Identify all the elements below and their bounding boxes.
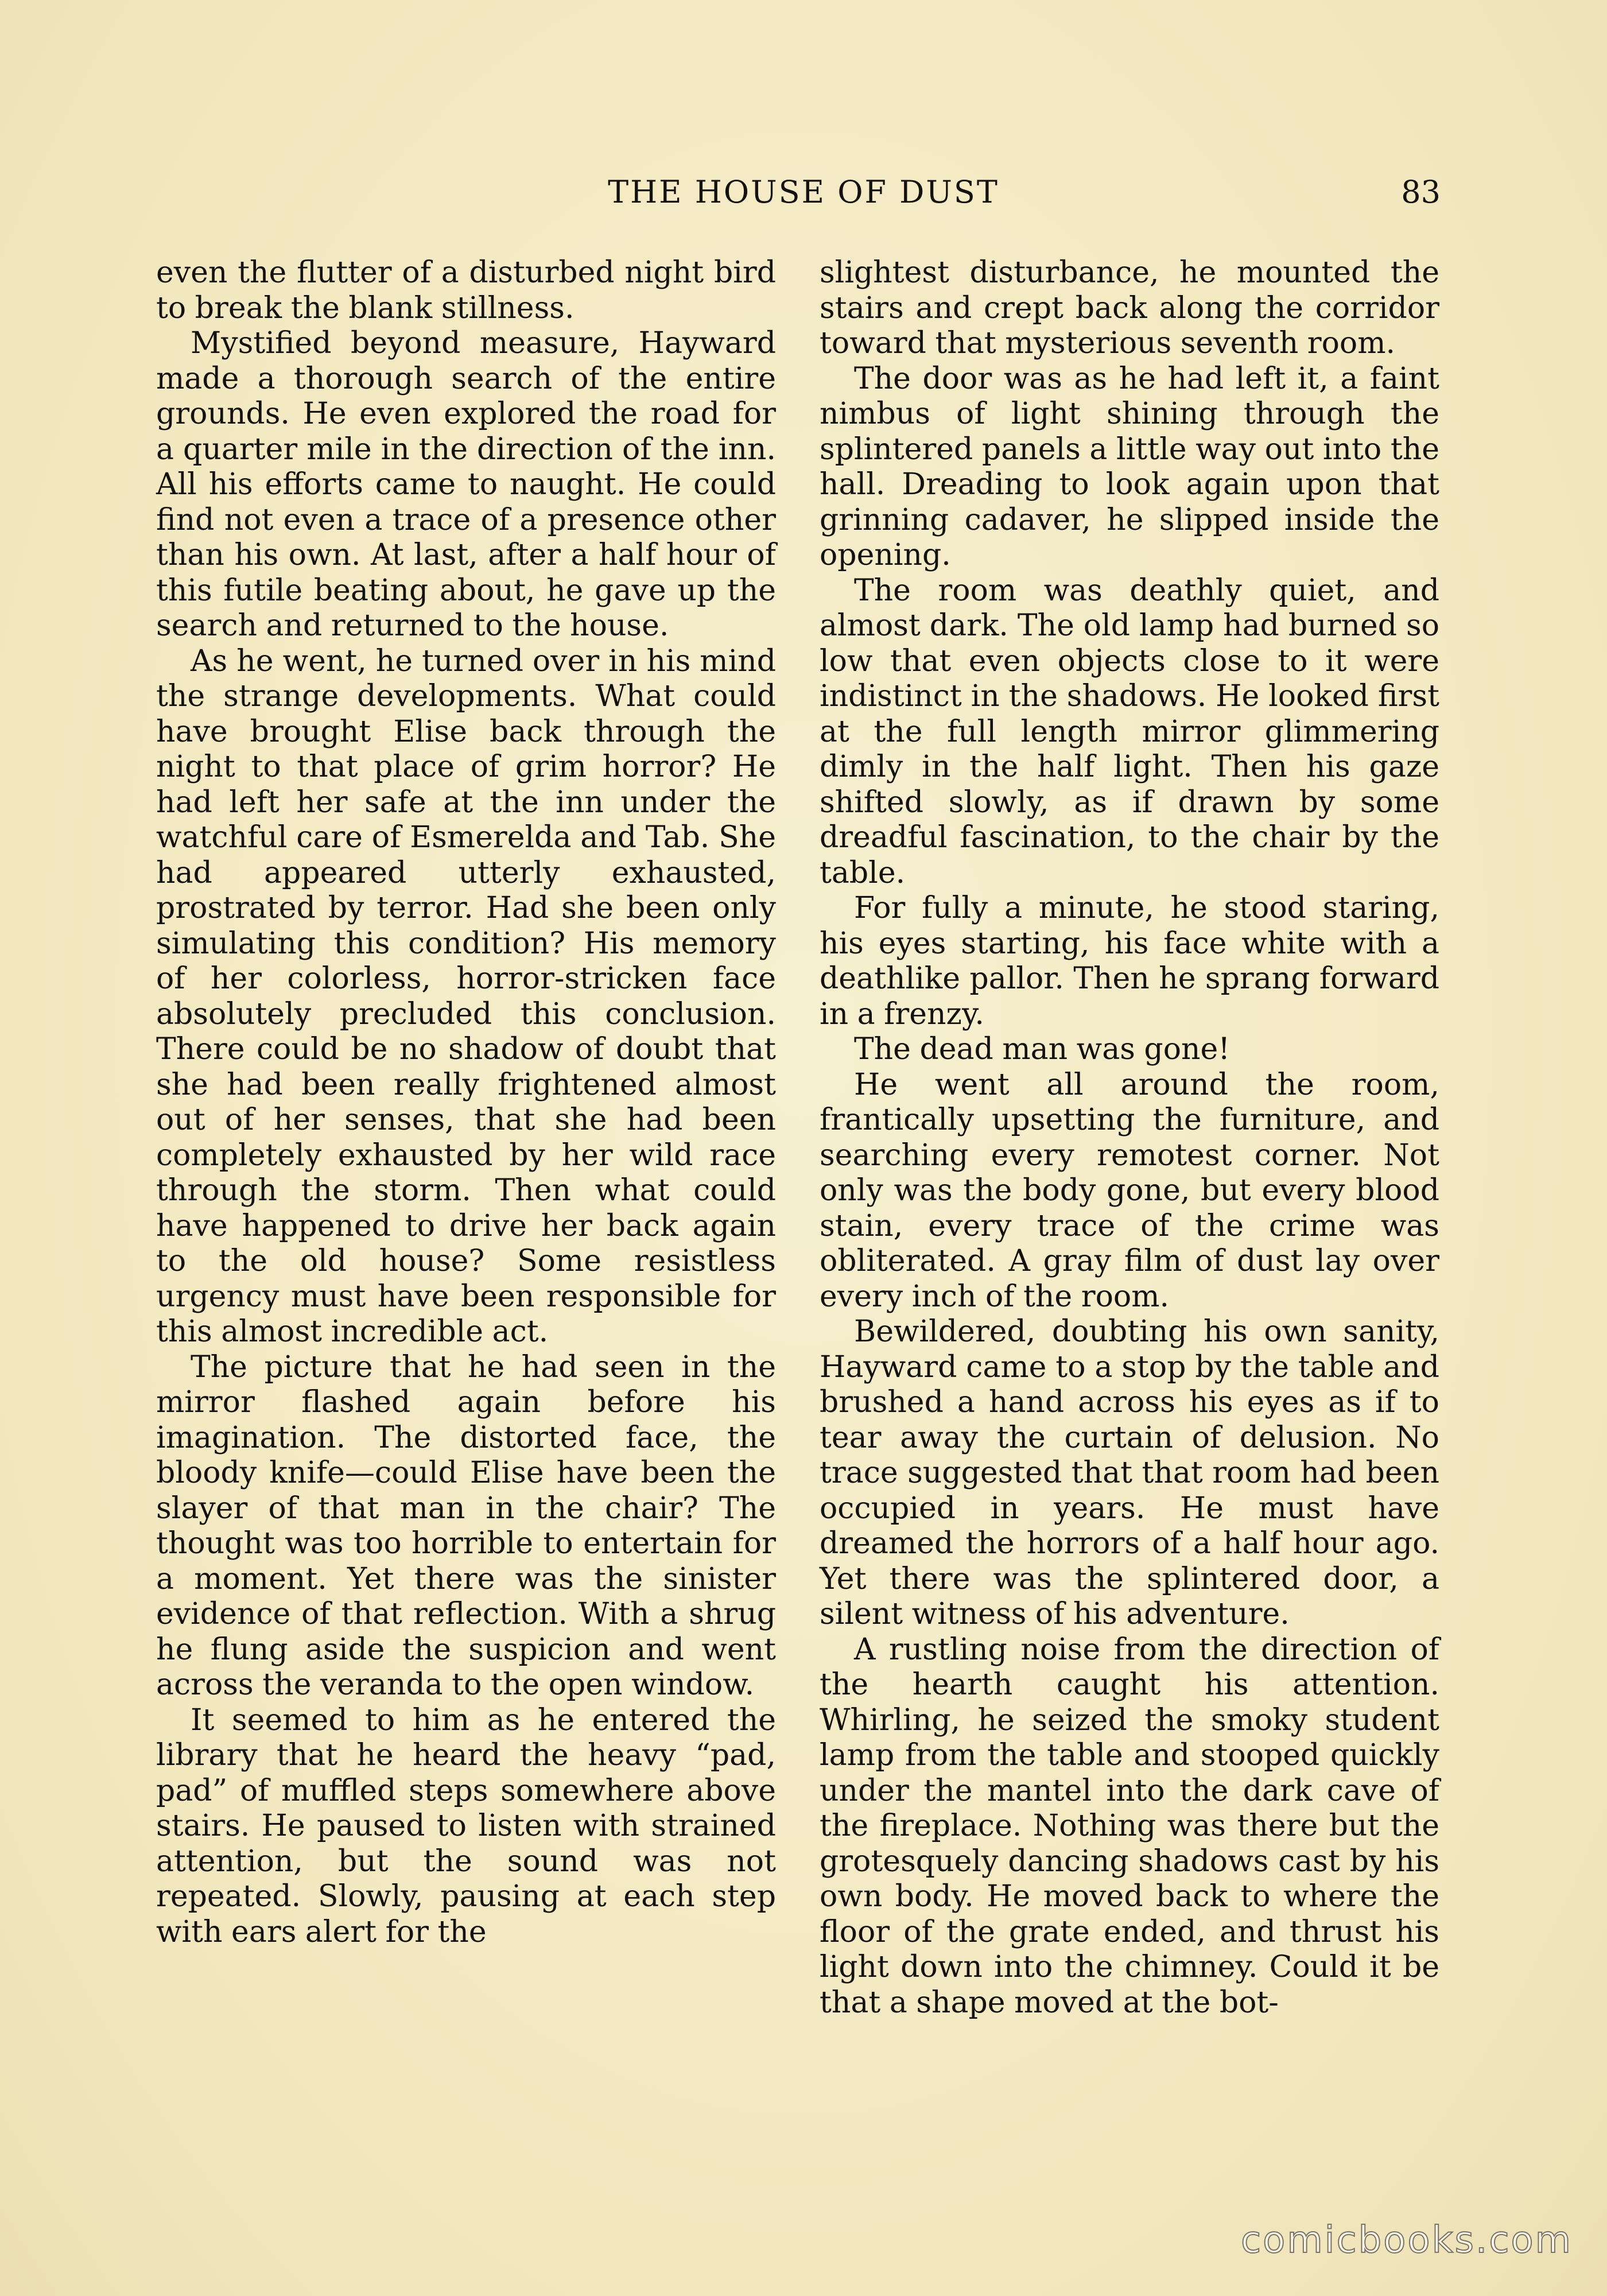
right-column (820, 255, 1439, 2020)
paragraph: even the flutter of a disturbed night bird to break the blank stillness. (156, 255, 776, 325)
paragraph: The room was deathly quiet, and almost dark. The old lamp had burned so low that even objects close to it were indistinct in the shadows. He looked first at the full length mirror glimmering dimly in the half light. Then his gaze shifted slowly, as if drawn by some dreadful fascination, to the chair by the table. (820, 573, 1439, 890)
running-head: THE HOUSE OF DUST (608, 174, 999, 210)
page-header (155, 166, 1452, 218)
paragraph: The door was as he had left it, a faint nimbus of light shining through the splintered panels a little way out into the hall. Dreading to look again upon that grinning cadaver, he slipped inside the opening. (820, 361, 1439, 572)
paragraph: slightest disturbance, he mounted the stairs and crept back along the corridor toward that mysterious seventh room. (820, 255, 1439, 360)
paragraph: The dead man was gone! (854, 1032, 1231, 1066)
watermark: comicbooks.com (1240, 2219, 1573, 2262)
paragraph: Mystified beyond measure, Hayward made a thorough search of the entire grounds. He even explored the road for a quarter mile in the direction of the inn. All his efforts came to naught. He could find not even a trace of a presence other than his own. At last, after a half hour of this futile beating about, he gave up the search and returned to the house. (156, 326, 776, 643)
left-column (156, 255, 776, 1950)
paragraph: He went all around the room, frantically upsetting the furniture, and searching every remotest corner. Not only was the body gone, but every blood stain, every trace of the crime was obliterated. A gray film of dust lay over every inch of the room. (820, 1067, 1439, 1314)
paragraph: As he went, he turned over in his mind the strange developments. What could have brought Elise back through the night to that place of grim horror? He had left her safe at the inn under the watchful care of Esmerelda and Tab. She had appeared utterly exhausted, prostrated by terror. Had she been only simulating this condition? His memory of her colorless, horror-stricken face absolutely precluded this conclusion. There could be no shadow of doubt that she had been really frightened almost out of her senses, that she had been completely exhausted by her wild race through the storm. Then what could have happened to drive her back again to the old house? Some resistless urgency must have been responsible for this almost incredible act. (156, 643, 776, 1349)
paragraph: For fully a minute, he stood staring, his eyes starting, his face white with a deathlike pallor. Then he sprang forward in a frenzy. (820, 891, 1439, 1031)
paragraph: Bewildered, doubting his own sanity, Hayward came to a stop by the table and brushed a hand across his eyes as if to tear away the curtain of delusion. No trace suggested that that room had been occupied in years. He must have dreamed the horrors of a half hour ago. Yet there was the splintered door, a silent witness of his adventure. (820, 1314, 1439, 1631)
page-number: 83 (1401, 174, 1441, 210)
paragraph: It seemed to him as he entered the library that he heard the heavy “pad, pad” of muffled steps somewhere above stairs. He paused to listen with strained attention, but the sound was not repeated. Slowly, pausing at each step with ears alert for the (156, 1702, 776, 1949)
paragraph: A rustling noise from the direction of the hearth caught his attention. Whirling, he seized the smoky student lamp from the table and stooped quickly under the mantel into the dark cave of the fireplace. Nothing was there but the grotesquely dancing shadows cast by his own body. He moved back to where the floor of the grate ended, and thrust his light down into the chimney. Could it be that a shape moved at the bot- (820, 1632, 1439, 2020)
paragraph: The picture that he had seen in the mirror flashed again before his imagination. The distorted face, the bloody knife—could Elise have been the slayer of that man in the chair? The thought was too horrible to entertain for a moment. Yet there was the sinister evidence of that reflection. With a shrug he flung aside the suspicion and went across the veranda to the open window. (156, 1349, 776, 1702)
